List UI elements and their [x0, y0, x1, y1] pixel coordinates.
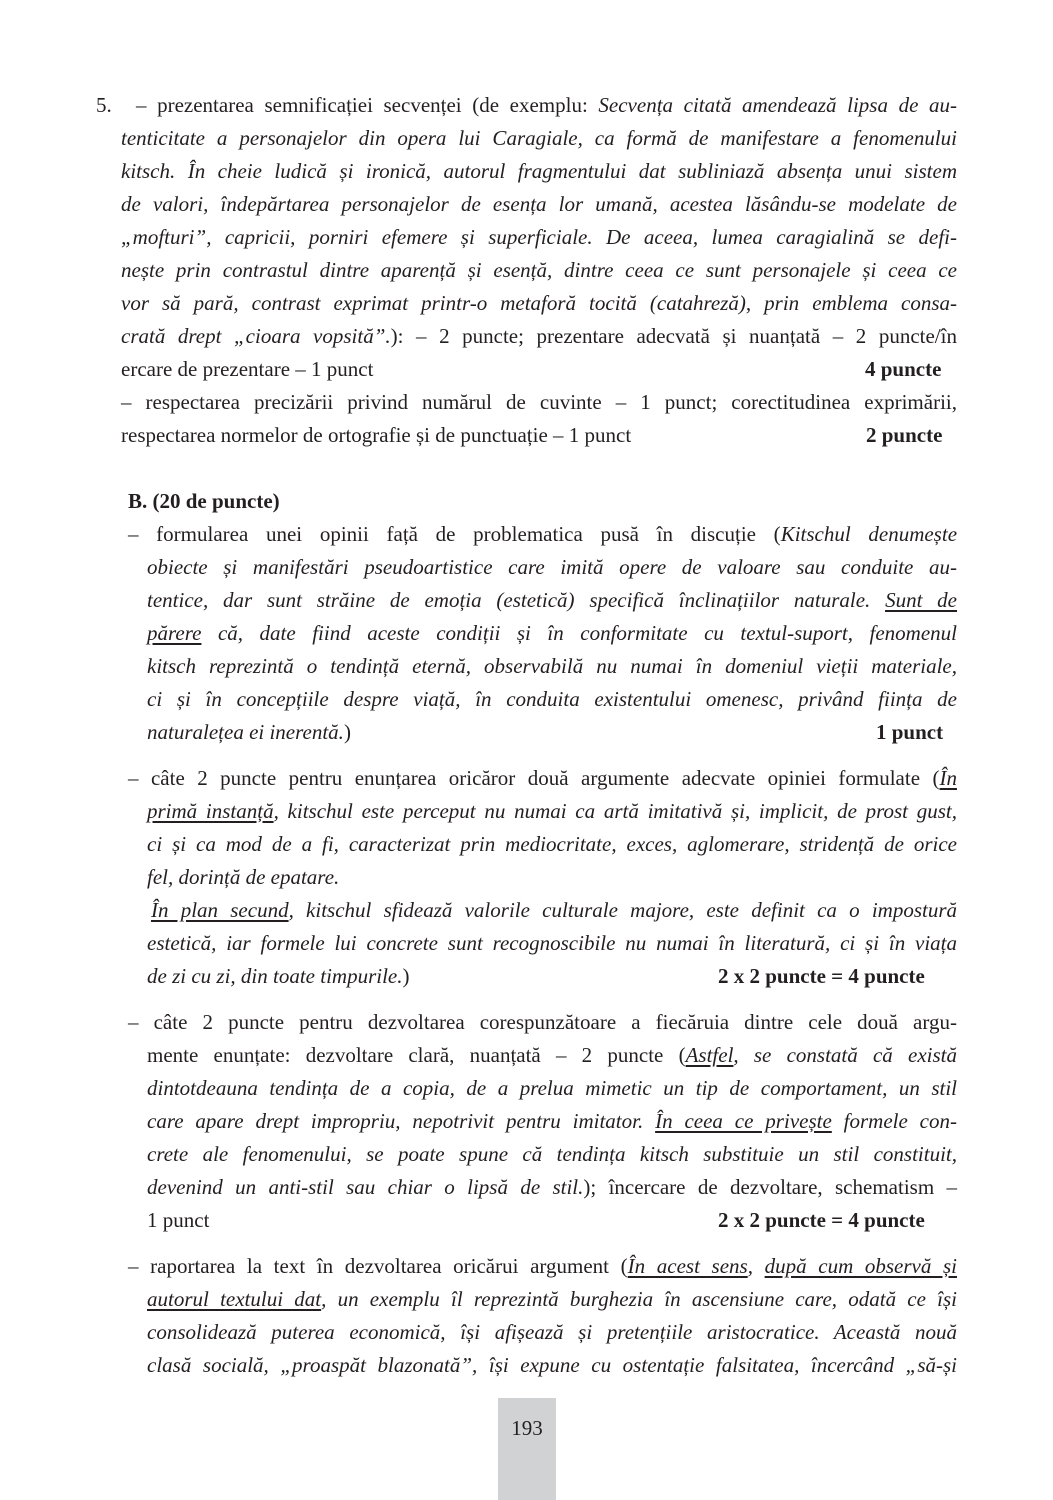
p1-line: naturalețea ei inerentă.) — [147, 720, 351, 744]
p3-line: – câte 2 puncte pentru dezvoltarea corespunzătoare a fiecăruia dintre cele două argu- — [128, 1010, 957, 1034]
p4-line: clasă socială, „proaspăt blazonată”, își expune cu ostentație falsitatea, încercând „să-și — [147, 1353, 957, 1377]
p2-line: primă instanță, kitschul este perceput nu numai ca artă imitativă și, implicit, de prost gust, — [147, 799, 957, 823]
item5-line: crată drept „cioara vopsită”.): – 2 puncte; prezentare adecvată și nuanțată – 2 puncte/în — [121, 324, 957, 348]
p2-line: fel, dorință de epatare. — [147, 865, 340, 889]
p1-line: părere că, date fiind aceste condiții și în conformitate cu textul-suport, fenomenul — [147, 621, 957, 645]
p3-line: dintotdeauna tendința de a copia, de a prelua mimetic un tip de comportament, un stil — [147, 1076, 957, 1100]
p4-line: autorul textului dat, un exemplu îl reprezintă burghezia în ascensiune care, odată ce își — [147, 1287, 958, 1311]
p1-line: tentice, dar sunt străine de emoția (estetică) specifică înclinațiilor naturale. Sunt de — [147, 588, 958, 612]
p2-line: estetică, iar formele lui concrete sunt recognoscibile nu numai în literatură, ci și în viața — [147, 931, 957, 955]
item5-score-2: 2 puncte — [866, 423, 943, 447]
item5-line: vor să pară, contrast exprimat printr-o metaforă tocită (catahreză), prin emblema consa- — [121, 291, 957, 315]
item5-score-1: 4 puncte — [865, 357, 942, 381]
p2-line: – câte 2 puncte pentru enunțarea oricăror două argumente adecvate opiniei formulate (În — [128, 766, 957, 790]
p1-line: kitsch reprezintă o tendință eternă, observabilă nu numai în domeniul vieții materiale, — [147, 654, 957, 678]
section-b-heading: B. (20 de puncte) — [128, 489, 280, 513]
p3-line: devenind un anti-stil sau chiar o lipsă de stil.); încercare de dezvoltare, schematism – — [147, 1175, 957, 1199]
criterion-opinion-score: 1 punct — [876, 720, 944, 744]
item5-line: – prezentarea semnificației secvenței (de exemplu: Secvența citată amendează lipsa de au- — [136, 93, 957, 117]
p3-line: 1 punct — [147, 1208, 210, 1232]
item5b-line: respectarea normelor de ortografie și de punctuație – 1 punct — [121, 423, 632, 447]
p2-line: de zi cu zi, din toate timpurile.) — [147, 964, 410, 988]
p1-line: obiecte și manifestări pseudoartistice care imită opere de valoare sau conduite au- — [147, 555, 957, 579]
p3-line: crete ale fenomenului, se poate spune că tendința kitsch substituie un stil constituit, — [147, 1142, 957, 1166]
item5-line: kitsch. În cheie ludică și ironică, autorul fragmentului dat subliniază absența unui sistem — [121, 159, 957, 183]
p1-line: ci și în concepțiile despre viață, în conduita existentului omenesc, privând ființa de — [147, 687, 957, 711]
p2-line: ci și ca mod de a fi, caracterizat prin mediocritate, exces, aglomerare, stridență de orice — [147, 832, 957, 856]
page-number-tab — [498, 1398, 556, 1500]
p4-line: consolidează puterea economică, își afișează și pretențiile aristocratice. Această nouă — [147, 1320, 957, 1344]
item-number: 5. — [96, 93, 112, 117]
p2-line: În plan secund, kitschul sfidează valorile culturale majore, este definit ca o impostură — [151, 898, 957, 922]
item5b-line: – respectarea precizării privind numărul de cuvinte – 1 punct; corectitudinea exprimării, — [121, 390, 957, 414]
p4-line: – raportarea la text în dezvoltarea oricărui argument (În acest sens, după cum observă și — [128, 1254, 957, 1278]
page-number: 193 — [511, 1416, 543, 1440]
item5-line: „mofturi”, capricii, porniri efemere și superficiale. De aceea, lumea caragialină se defi- — [121, 225, 957, 249]
p3-line: care apare drept impropriu, nepotrivit pentru imitator. În ceea ce privește formele con- — [147, 1109, 957, 1133]
item5-line: nește prin contrastul dintre aparență și esență, dintre ceea ce sunt personajele și ceea ce — [121, 258, 957, 282]
criterion-development-score: 2 x 2 puncte = 4 puncte — [718, 1208, 925, 1232]
p3-line: mente enunțate: dezvoltare clară, nuanțată – 2 puncte (Astfel, se constată că există — [147, 1043, 957, 1067]
item5-line: ercare de prezentare – 1 punct — [121, 357, 374, 381]
item5-line: de valori, îndepărtarea personajelor de esența lor umană, acestea lăsându-se modelate de — [121, 192, 957, 216]
item5-line: tenticitate a personajelor din opera lui Caragiale, ca formă de manifestare a fenomenului — [121, 126, 957, 150]
criterion-arguments-score: 2 x 2 puncte = 4 puncte — [718, 964, 925, 988]
p1-line: – formularea unei opinii față de problematica pusă în discuție (Kitschul denumește — [128, 522, 958, 546]
